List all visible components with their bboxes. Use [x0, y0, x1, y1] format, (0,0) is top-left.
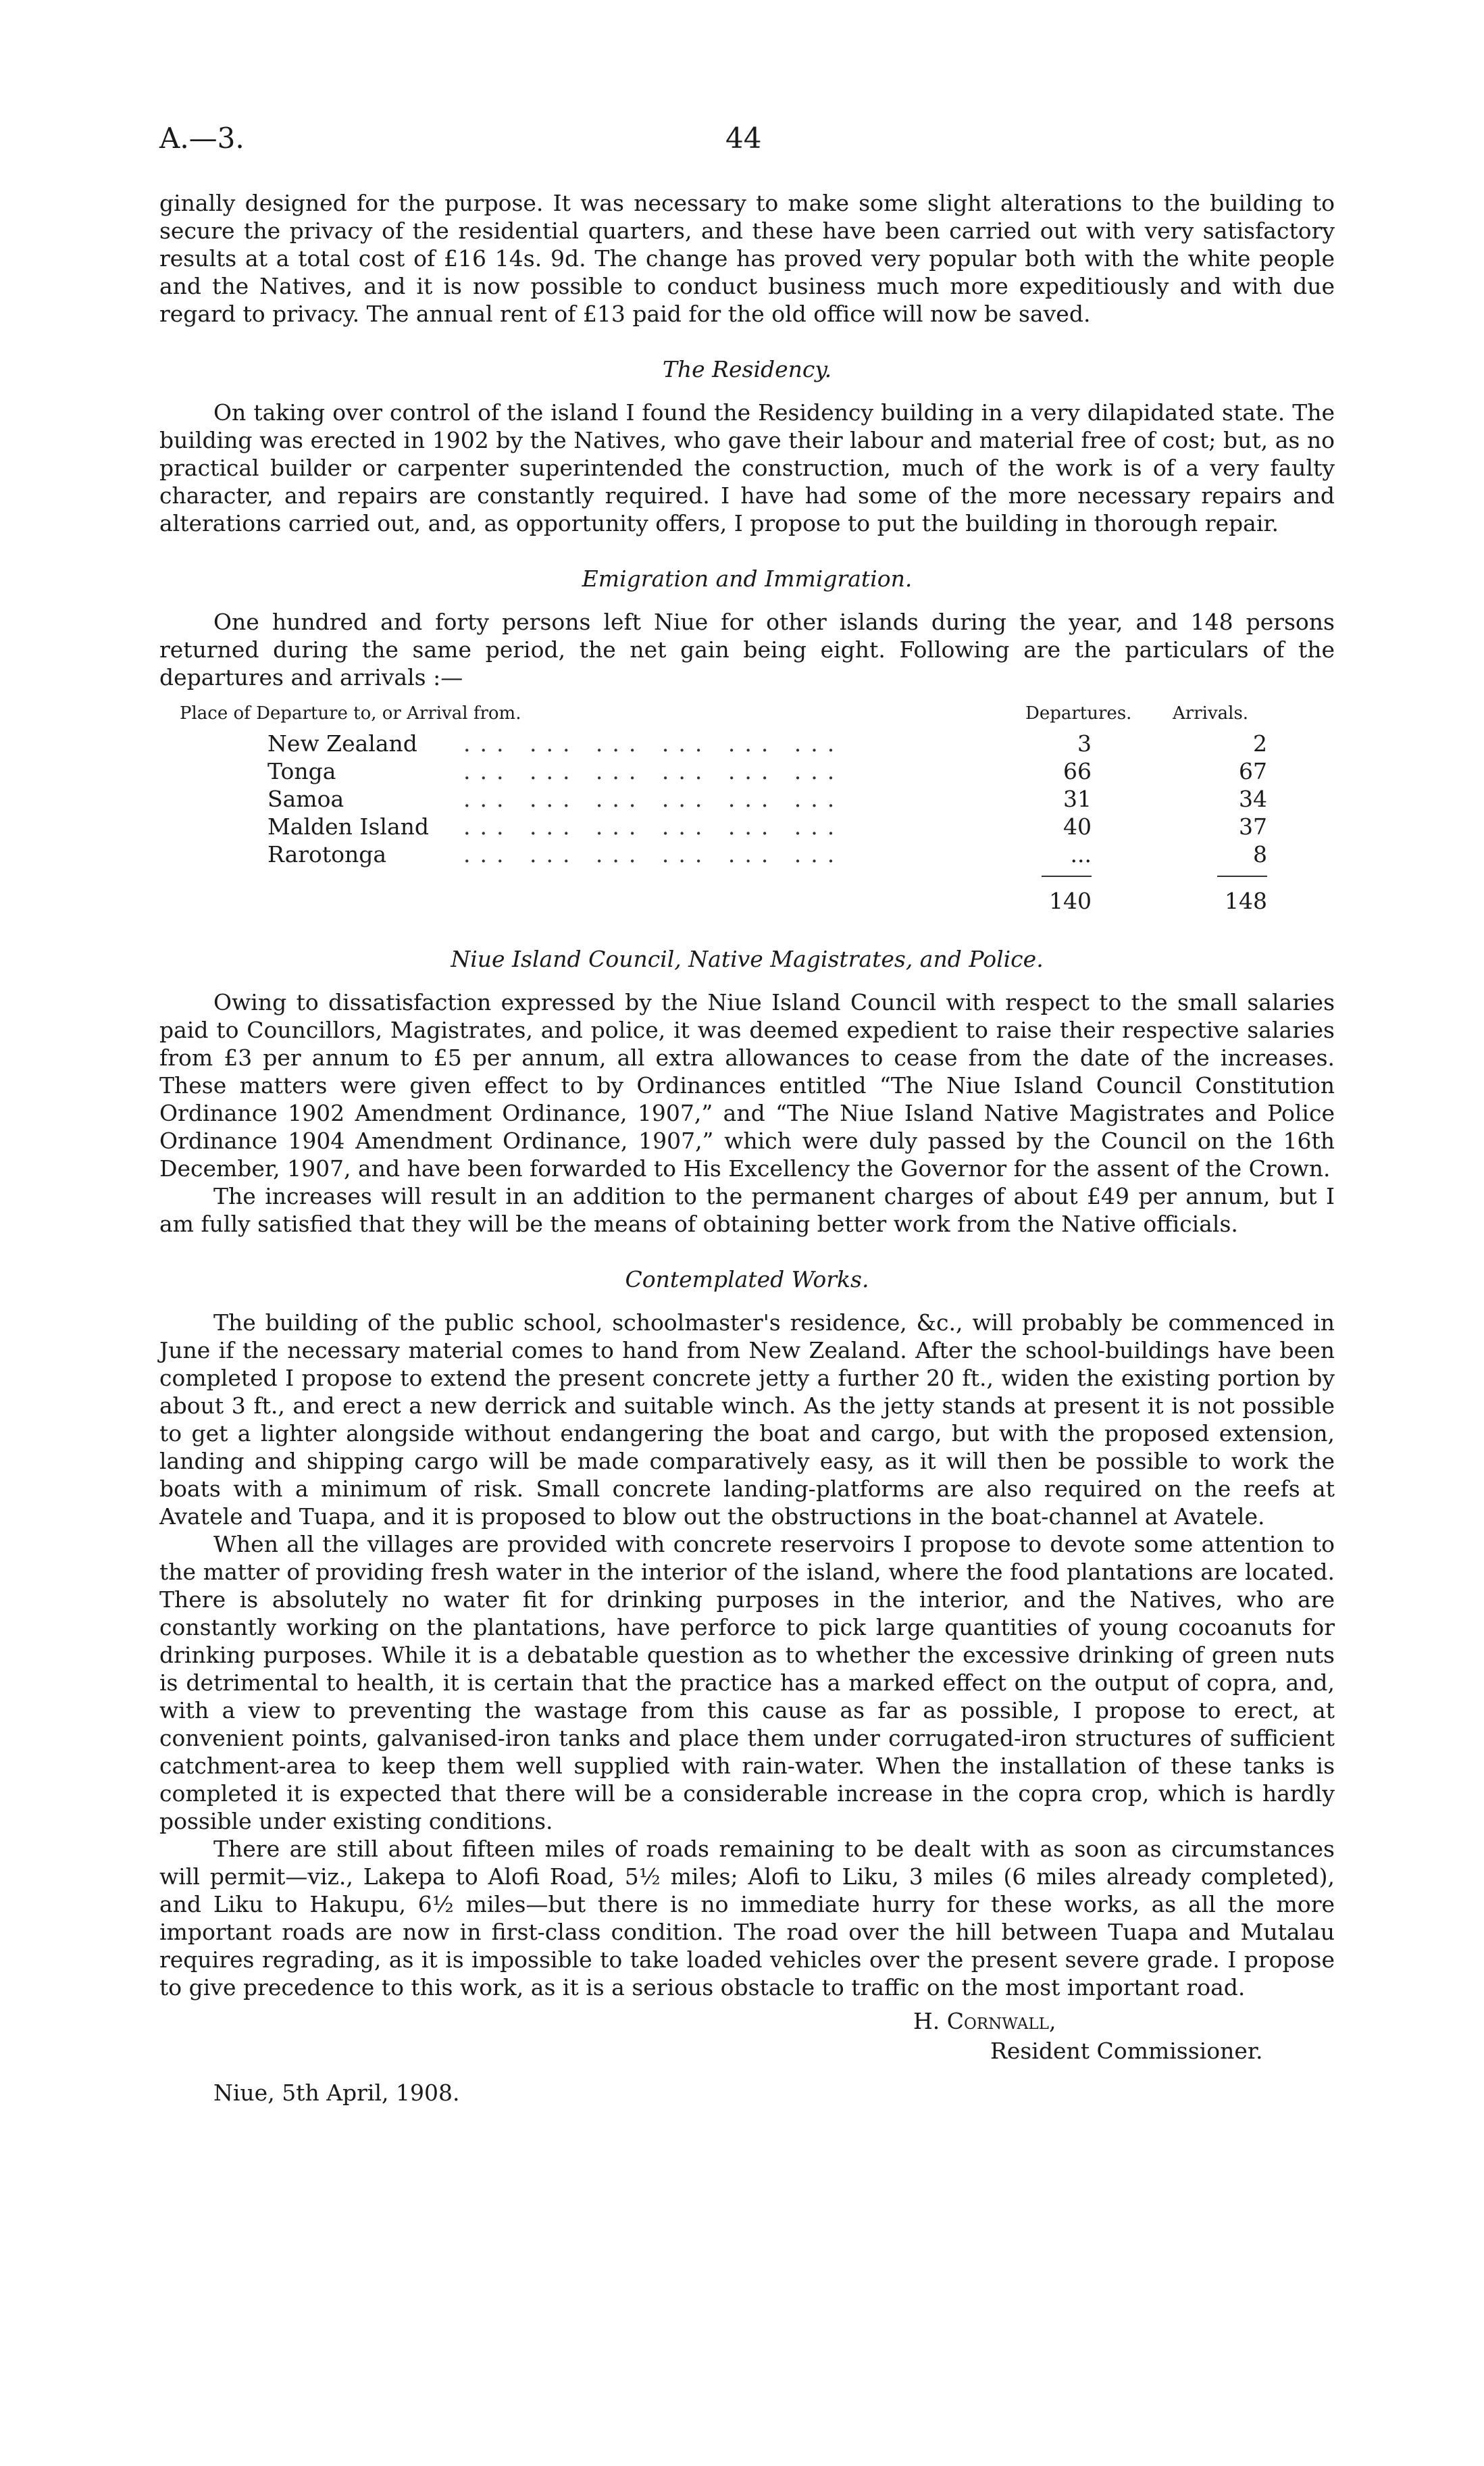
emigration-paragraph: One hundred and forty persons left Niue for other islands during the year, and 148 persons returned during the same period, the net gain being eight. Following are the particulars of the departures and arrivals :—: [159, 609, 1335, 690]
row-departures: 31: [1063, 786, 1092, 812]
table-row: [159, 841, 1335, 869]
row-arrivals: 34: [1239, 786, 1267, 812]
signature-block: [159, 2008, 1335, 2073]
row-arrivals: 8: [1253, 841, 1267, 867]
emigration-table: [159, 703, 1335, 917]
works-paragraph-2: When all the villages are provided with concrete reservoirs I propose to devote some attention to the matter of providing fresh water in the interior of the island, where the food plantations are located. There is absolutely no water fit for drinking purposes in the interior, and the Natives, who are constantly working on the plantations, have perforce to pick large quantities of young cocoanuts for drinking purposes. While it is a debatable question as to whether the excessive drinking of green nuts is detrimental to health, it is certain that the practice has a marked effect on the output of copra, and, with a view to preventing the wastage from this cause as far as possible, I propose to erect, at convenient points, galvanised-iron tanks and place them under corrugated-iron structures of sufficient catchment-area to keep them well supplied with rain-water. When the installation of these tanks is completed it is expected that there will be a considerable increase in the copra crop, which is hardly possible under existing conditions.: [159, 1531, 1335, 1834]
row-departures: 3: [1077, 730, 1092, 757]
signatory-name: H. Cornwall,: [913, 2008, 1056, 2034]
table-row: [159, 758, 1335, 786]
place-and-date: Niue, 5th April, 1908.: [213, 2080, 460, 2106]
row-departures: ...: [1070, 841, 1092, 867]
signatory-title: Resident Commissioner.: [990, 2038, 1263, 2064]
column-header-departures: Departures.: [1025, 703, 1132, 724]
total-rule-departures: [1042, 876, 1092, 877]
council-paragraph-2: The increases will result in an addition to the permanent charges of about £49 per annum, but I am fully satisfied that they will be the means of obtaining better work from the Native officials.: [159, 1183, 1335, 1237]
leader-dots: ... ... ... ... ... ...: [463, 786, 844, 812]
leader-dots: ... ... ... ... ... ...: [463, 841, 844, 867]
residency-paragraph: On taking over control of the island I found the Residency building in a very dilapidated state. The building was erected in 1902 by the Natives, who gave their labour and material free of cost; but, as no practical builder or carpenter superintended the construction, much of the work is of a very faulty character, and repairs are constantly required. I have had some of the more necessary repairs and alterations carried out, and, as opportunity offers, I propose to put the building in thorough repair.: [159, 399, 1335, 536]
document-reference: A.—3.: [159, 122, 245, 155]
row-departures: 40: [1063, 813, 1092, 840]
works-paragraph-1: The building of the public school, schoolmaster's residence, &c., will probably be commenced in June if the necessary material comes to hand from New Zealand. After the school-buildings have been completed I propose to extend the present concrete jetty a further 20 ft., widen the existing portion by about 3 ft., and erect a new derrick and suitable winch. As the jetty stands at present it is not possible to get a lighter alongside without endangering the boat and cargo, but with the proposed extension, landing and shipping cargo will be made comparatively easy, as it will then be possible to work the boats with a minimum of risk. Small concrete landing-platforms are also required on the reefs at Avatele and Tuapa, and it is proposed to blow out the obstructions in the boat-channel at Avatele.: [159, 1309, 1335, 1530]
total-rule-arrivals: [1217, 876, 1267, 877]
table-row: [159, 730, 1335, 758]
row-arrivals: 2: [1253, 730, 1267, 757]
section-heading-residency: The Residency.: [662, 356, 832, 382]
table-row: [159, 813, 1335, 841]
page-number: 44: [725, 122, 762, 155]
row-arrivals: 37: [1239, 813, 1267, 840]
page-header: [159, 122, 1325, 162]
total-departures: 140: [1049, 888, 1092, 914]
row-place: Rarotonga: [267, 841, 387, 867]
column-header-arrivals: Arrivals.: [1173, 703, 1249, 724]
leader-dots: ... ... ... ... ... ...: [463, 813, 844, 840]
section-heading-works: Contemplated Works.: [625, 1266, 869, 1292]
section-heading-council: Niue Island Council, Native Magistrates, and Police.: [451, 946, 1044, 972]
leader-dots: ... ... ... ... ... ...: [463, 758, 844, 784]
intro-paragraph: ginally designed for the purpose. It was necessary to make some slight alterations to the building to secure the privacy of the residential quarters, and these have been carried out with very satisfactory results at a total cost of £16 14s. 9d. The change has proved very popular both with the white people and the Natives, and it is now possible to conduct business much more expeditiously and with due regard to privacy. The annual rent of £13 paid for the old office will now be saved.: [159, 190, 1335, 327]
column-header-place: Place of Departure to, or Arrival from.: [180, 703, 521, 724]
row-place: Malden Island: [267, 813, 429, 840]
total-arrivals: 148: [1225, 888, 1267, 914]
row-place: Samoa: [267, 786, 344, 812]
row-place: Tonga: [267, 758, 336, 784]
table-total-row: [159, 884, 1335, 917]
total-rule: [159, 869, 1335, 884]
body-text: [159, 189, 1335, 2106]
leader-dots: ... ... ... ... ... ...: [463, 730, 844, 757]
row-place: New Zealand: [267, 730, 417, 757]
table-row: [159, 786, 1335, 813]
row-departures: 66: [1063, 758, 1092, 784]
section-heading-emigration: Emigration and Immigration.: [582, 565, 913, 592]
works-paragraph-3: There are still about fifteen miles of roads remaining to be dealt with as soon as circumstances will permit—viz., Lakepa to Alofi Road, 5½ miles; Alofi to Liku, 3 miles (6 miles already completed), and Liku to Hakupu, 6½ miles—but there is no immediate hurry for these works, as all the more important roads are now in first-class condition. The road over the hill between Tuapa and Mutalau requires regrading, as it is impossible to take loaded vehicles over the present severe grade. I propose to give precedence to this work, as it is a serious obstacle to traffic on the most important road.: [159, 1836, 1335, 2001]
council-paragraph-1: Owing to dissatisfaction expressed by the Niue Island Council with respect to the small salaries paid to Councillors, Magistrates, and police, it was deemed expedient to raise their respective salaries from £3 per annum to £5 per annum, all extra allowances to cease from the date of the increases. These matters were given effect to by Ordinances entitled “The Niue Island Council Constitution Ordinance 1902 Amendment Ordinance, 1907,” and “The Niue Island Native Magistrates and Police Ordinance 1904 Amendment Ordinance, 1907,” which were duly passed by the Council on the 16th December, 1907, and have been forwarded to His Excellency the Governor for the assent of the Crown.: [159, 989, 1335, 1182]
row-arrivals: 67: [1239, 758, 1267, 784]
table-header-row: [159, 703, 1335, 730]
